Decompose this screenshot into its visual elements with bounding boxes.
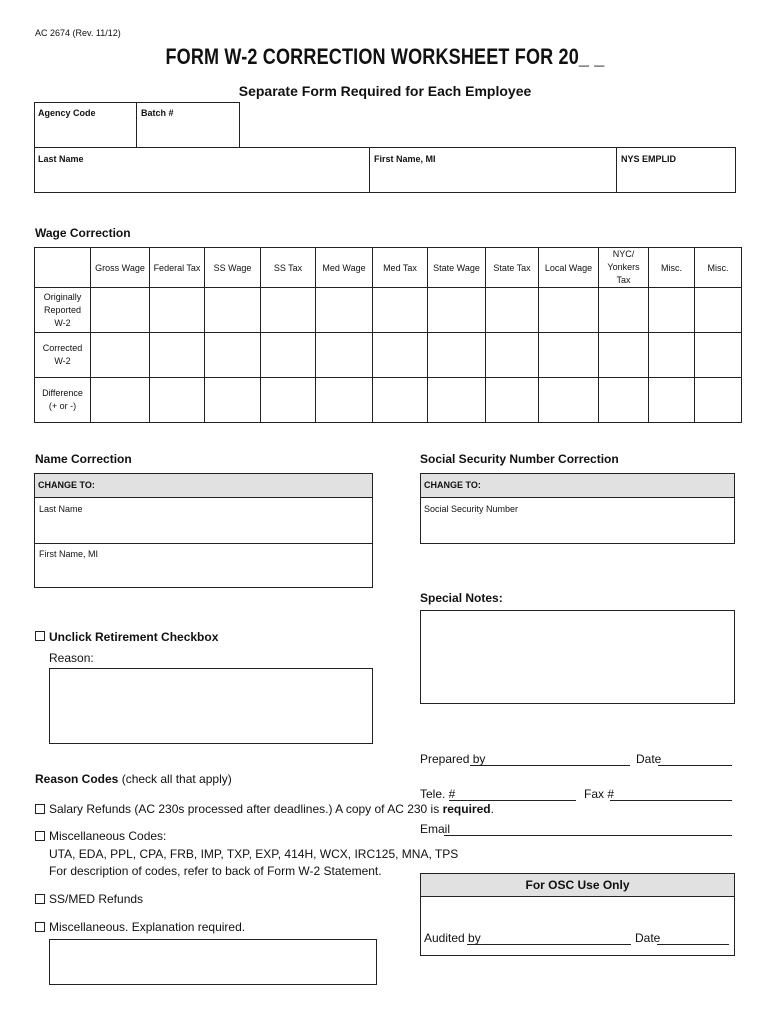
table-cell[interactable] [205,288,261,333]
row-label: Originally Reported W-2 [35,288,91,333]
batch-field[interactable] [136,102,240,148]
page-subtitle: Separate Form Required for Each Employee [238,83,532,99]
email-label: Email [420,822,451,836]
misc-codes-checkbox[interactable] [35,831,45,841]
first-name-field[interactable] [369,147,617,193]
misc-explanation-box[interactable] [49,939,377,985]
agency-code-label: Agency Code [38,108,96,118]
last-name-field[interactable] [34,147,370,193]
table-row [35,288,742,333]
col-header: Misc. [649,248,695,288]
table-cell[interactable] [428,333,486,378]
salary-refunds-checkbox[interactable] [35,804,45,814]
table-cell[interactable] [695,378,742,423]
table-cell[interactable] [261,333,316,378]
ss-med-refunds-checkbox[interactable] [35,894,45,904]
col-header: SS Wage [205,248,261,288]
wage-correction-title: Wage Correction [35,226,131,240]
name-correction-first-name-label: First Name, MI [39,549,99,559]
name-correction-last-name-field[interactable] [34,497,373,544]
col-header: State Wage [428,248,486,288]
reason-codes-heading [35,772,232,786]
retirement-checkbox[interactable] [35,631,45,641]
table-cell[interactable] [599,378,649,423]
table-cell[interactable] [316,288,373,333]
table-cell[interactable] [539,288,599,333]
reason-codes-note: (check all that apply) [118,772,232,786]
retirement-reason-label: Reason: [49,651,94,665]
name-correction-last-name-label: Last Name [39,504,83,514]
table-cell[interactable] [649,333,695,378]
table-cell[interactable] [261,378,316,423]
nys-emplid-label: NYS EMPLID [621,154,677,164]
table-row [35,378,742,423]
table-cell[interactable] [695,333,742,378]
osc-box [420,896,735,956]
name-correction-title: Name Correction [35,452,132,466]
row-label: Corrected W-2 [35,333,91,378]
row-label: Difference (+ or -) [35,378,91,423]
table-cell[interactable] [373,333,428,378]
last-name-label: Last Name [38,154,84,164]
audited-date-line[interactable] [657,944,729,945]
prepared-date-line[interactable] [658,765,732,766]
table-cell[interactable] [150,288,205,333]
prepared-by-line[interactable] [470,765,630,766]
col-header: Med Tax [373,248,428,288]
col-header: NYC/ Yonkers Tax [599,248,649,288]
table-cell[interactable] [649,288,695,333]
fax-line[interactable] [610,800,732,801]
col-header: Misc. [695,248,742,288]
table-cell[interactable] [316,333,373,378]
fax-label: Fax # [584,787,615,801]
prepared-date-label: Date [636,752,662,766]
form-id: AC 2674 (Rev. 11/12) [35,28,121,38]
batch-label: Batch # [141,108,174,118]
misc-explanation-checkbox[interactable] [35,922,45,932]
table-row [35,333,742,378]
osc-header: For OSC Use Only [420,873,735,897]
table-cell[interactable] [539,333,599,378]
agency-code-field[interactable] [34,102,137,148]
table-cell[interactable] [150,378,205,423]
ssn-field[interactable] [420,497,735,544]
table-cell[interactable] [599,333,649,378]
table-cell[interactable] [599,288,649,333]
name-correction-first-name-field[interactable] [34,543,373,588]
ssn-label: Social Security Number [424,504,519,514]
reason-codes-title: Reason Codes [35,772,119,786]
misc-explanation-label: Miscellaneous. Explanation required. [49,920,246,934]
wage-correction-table [34,247,742,423]
table-cell[interactable] [205,333,261,378]
ss-med-refunds-label: SS/MED Refunds [49,892,144,906]
table-cell[interactable] [373,288,428,333]
retirement-reason-box[interactable] [49,668,373,744]
misc-codes-desc: For description of codes, refer to back of Form W-2 Statement. [49,864,382,878]
table-cell[interactable] [695,288,742,333]
col-header: State Tax [486,248,539,288]
special-notes-title: Special Notes: [420,591,503,605]
salary-refunds-label: Salary Refunds (AC 230s processed after deadlines.) A copy of AC 230 is required. [49,802,494,816]
first-name-label: First Name, MI [374,154,436,164]
tele-label: Tele. # [420,787,456,801]
col-header: Med Wage [316,248,373,288]
table-cell[interactable] [486,288,539,333]
table-cell[interactable] [150,333,205,378]
col-header: Federal Tax [150,248,205,288]
table-cell[interactable] [486,378,539,423]
name-change-to-header: CHANGE TO: [34,473,373,498]
audited-by-line[interactable] [467,944,631,945]
nys-emplid-field[interactable] [616,147,736,193]
table-corner [35,248,91,288]
col-header: Local Wage [539,248,599,288]
table-cell[interactable] [205,378,261,423]
table-cell[interactable] [373,378,428,423]
table-cell[interactable] [261,288,316,333]
table-cell[interactable] [649,378,695,423]
email-line[interactable] [444,835,732,836]
table-cell[interactable] [91,288,150,333]
table-cell[interactable] [91,333,150,378]
audited-date-label: Date [635,931,661,945]
table-cell[interactable] [428,378,486,423]
table-cell[interactable] [316,378,373,423]
table-cell[interactable] [91,378,150,423]
prepared-by-label: Prepared by [420,752,486,766]
special-notes-box[interactable] [420,610,735,704]
retirement-label: Unclick Retirement Checkbox [49,630,219,644]
misc-codes-list: UTA, EDA, PPL, CPA, FRB, IMP, TXP, EXP, 414H, WCX, IRC125, MNA, TPS [49,847,459,861]
table-cell[interactable] [539,378,599,423]
col-header: SS Tax [261,248,316,288]
tele-line[interactable] [449,800,576,801]
table-cell[interactable] [486,333,539,378]
page-title: FORM W-2 CORRECTION WORKSHEET FOR 20_ _ [165,44,605,69]
audited-by-label: Audited by [424,931,481,945]
ssn-change-to-header: CHANGE TO: [420,473,735,498]
table-cell[interactable] [428,288,486,333]
ssn-correction-title: Social Security Number Correction [420,452,619,466]
misc-codes-label: Miscellaneous Codes: [49,829,167,843]
col-header: Gross Wage [91,248,150,288]
